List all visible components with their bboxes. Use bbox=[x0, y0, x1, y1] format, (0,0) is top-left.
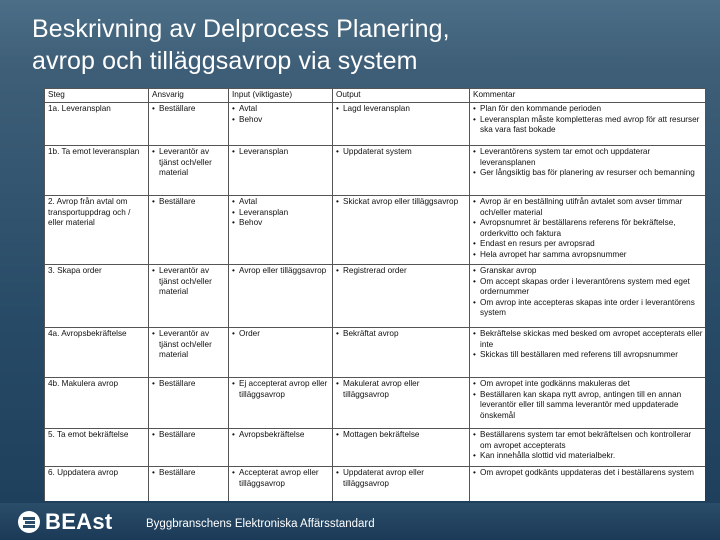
cell-output bbox=[333, 265, 470, 328]
bullet-item: • Om avropet inte godkänns makuleras det bbox=[473, 379, 703, 390]
header-ansvarig: Ansvarig bbox=[149, 89, 229, 103]
table-header-row bbox=[45, 89, 706, 103]
bullet-list bbox=[152, 104, 226, 115]
beast-logo-icon bbox=[18, 511, 40, 533]
table-row bbox=[45, 328, 706, 378]
bullet-list bbox=[473, 197, 703, 261]
bullet-item: • Granskar avrop bbox=[473, 266, 703, 277]
bullet-item: • Beställare bbox=[152, 197, 226, 208]
cell-kommentar bbox=[470, 378, 706, 429]
cell-kommentar bbox=[470, 265, 706, 328]
cell-output bbox=[333, 378, 470, 429]
header-kommentar: Kommentar bbox=[470, 89, 706, 103]
bullet-item: • Behov bbox=[232, 115, 330, 126]
cell-steg: 3. Skapa order bbox=[45, 265, 149, 328]
bullet-item: • Lagd leveransplan bbox=[336, 104, 467, 115]
cell-steg: 4b. Makulera avrop bbox=[45, 378, 149, 429]
bullet-item: • Beställarens system tar emot bekräftelsen och kontrollerar om avropet accepterats bbox=[473, 430, 703, 451]
bullet-item: • Avropsnumret är beställarens referens för bekräftelse, orderkvitto och faktura bbox=[473, 218, 703, 239]
bullet-item: • Beställare bbox=[152, 468, 226, 479]
beast-logo bbox=[18, 508, 113, 536]
bullet-item: • Avrop är en beställning utifrån avtalet som avser timmar och/eller material bbox=[473, 197, 703, 218]
bullet-item: • Kan innehålla slottid vid materialbekr. bbox=[473, 451, 703, 462]
bullet-list bbox=[152, 379, 226, 390]
bullet-item: • Beställaren kan skapa nytt avrop, antingen till en annan leverantör eller till samma leverantör med uppdaterade önskemål bbox=[473, 390, 703, 422]
table-row bbox=[45, 467, 706, 502]
cell-steg: 1b. Ta emot leveransplan bbox=[45, 146, 149, 196]
table-row bbox=[45, 103, 706, 146]
bullet-list bbox=[152, 147, 226, 179]
cell-ansvarig bbox=[149, 378, 229, 429]
bullet-list bbox=[232, 147, 330, 158]
bullet-item: • Beställare bbox=[152, 104, 226, 115]
bullet-list bbox=[473, 468, 703, 479]
bullet-list bbox=[336, 197, 467, 208]
bullet-list bbox=[232, 329, 330, 340]
cell-ansvarig bbox=[149, 328, 229, 378]
bullet-item: • Makulerat avrop eller tilläggsavrop bbox=[336, 379, 467, 400]
cell-input bbox=[229, 378, 333, 429]
bullet-list bbox=[336, 329, 467, 340]
cell-ansvarig bbox=[149, 265, 229, 328]
bullet-item: • Om avropet godkänts uppdateras det i beställarens system bbox=[473, 468, 703, 479]
bullet-list bbox=[336, 468, 467, 489]
bullet-item: • Avropsbekräftelse bbox=[232, 430, 330, 441]
cell-kommentar bbox=[470, 467, 706, 502]
bullet-list bbox=[473, 104, 703, 136]
bullet-item: • Ger långsiktig bas för planering av resurser och bemanning bbox=[473, 168, 703, 179]
bullet-item: • Beställare bbox=[152, 430, 226, 441]
table-row bbox=[45, 429, 706, 467]
footer-tagline: Byggbranschens Elektroniska Affärsstandard bbox=[146, 518, 375, 530]
title-line-1: Beskrivning av Delprocess Planering, bbox=[32, 15, 450, 43]
cell-kommentar bbox=[470, 328, 706, 378]
bullet-item: • Hela avropet har samma avropsnummer bbox=[473, 250, 703, 261]
bullet-item: • Order bbox=[232, 329, 330, 340]
cell-output bbox=[333, 196, 470, 265]
cell-input bbox=[229, 146, 333, 196]
bullet-item: • Avtal bbox=[232, 104, 330, 115]
bullet-list bbox=[152, 329, 226, 361]
bullet-item: • Om avrop inte accepteras skapas inte order i leverantörens system bbox=[473, 298, 703, 319]
bullet-item: • Bekräftat avrop bbox=[336, 329, 467, 340]
cell-ansvarig bbox=[149, 429, 229, 467]
bullet-list bbox=[473, 379, 703, 421]
bullet-list bbox=[232, 430, 330, 441]
bullet-item: • Leverantörens system tar emot och uppdaterar leveransplanen bbox=[473, 147, 703, 168]
bullet-item: • Uppdaterat system bbox=[336, 147, 467, 158]
bullet-item: • Leverantör av tjänst och/eller material bbox=[152, 266, 226, 298]
table-row bbox=[45, 378, 706, 429]
bullet-list bbox=[152, 197, 226, 208]
logo-text: BEAst bbox=[45, 509, 113, 534]
header-input: Input (viktigaste) bbox=[229, 89, 333, 103]
bullet-item: • Leveransplan bbox=[232, 208, 330, 219]
bullet-item: • Mottagen bekräftelse bbox=[336, 430, 467, 441]
cell-input bbox=[229, 196, 333, 265]
bullet-item: • Leveransplan bbox=[232, 147, 330, 158]
bullet-item: • Leverantör av tjänst och/eller material bbox=[152, 329, 226, 361]
cell-kommentar bbox=[470, 429, 706, 467]
bullet-item: • Avtal bbox=[232, 197, 330, 208]
bullet-item: • Skickas till beställaren med referens till avropsnummer bbox=[473, 350, 703, 361]
bullet-list bbox=[232, 379, 330, 400]
cell-steg: 4a. Avropsbekräftelse bbox=[45, 328, 149, 378]
cell-steg: 5. Ta emot bekräftelse bbox=[45, 429, 149, 467]
bullet-list bbox=[473, 329, 703, 361]
bullet-list bbox=[336, 266, 467, 277]
bullet-item: • Beställare bbox=[152, 379, 226, 390]
cell-input bbox=[229, 429, 333, 467]
bullet-list bbox=[152, 266, 226, 298]
bullet-item: • Om accept skapas order i leverantörens system med eget ordernummer bbox=[473, 277, 703, 298]
bullet-list bbox=[232, 468, 330, 489]
cell-steg: 2. Avrop från avtal om transportuppdrag och / eller material bbox=[45, 196, 149, 265]
bullet-list bbox=[232, 266, 330, 277]
header-output: Output bbox=[333, 89, 470, 103]
cell-output bbox=[333, 103, 470, 146]
cell-steg: 1a. Leveransplan bbox=[45, 103, 149, 146]
bullet-list bbox=[232, 197, 330, 229]
cell-input bbox=[229, 103, 333, 146]
slide-title bbox=[32, 13, 692, 77]
bullet-item: • Avrop eller tilläggsavrop bbox=[232, 266, 330, 277]
bullet-item: • Behov bbox=[232, 218, 330, 229]
cell-output bbox=[333, 467, 470, 502]
bullet-item: • Leverantör av tjänst och/eller material bbox=[152, 147, 226, 179]
bullet-item: • Skickat avrop eller tilläggsavrop bbox=[336, 197, 467, 208]
bullet-item: • Accepterat avrop eller tilläggsavrop bbox=[232, 468, 330, 489]
cell-kommentar bbox=[470, 103, 706, 146]
cell-input bbox=[229, 265, 333, 328]
table-row bbox=[45, 196, 706, 265]
bullet-list bbox=[473, 266, 703, 319]
table-row bbox=[45, 146, 706, 196]
bullet-list bbox=[152, 430, 226, 441]
bullet-item: • Uppdaterat avrop eller tilläggsavrop bbox=[336, 468, 467, 489]
cell-output bbox=[333, 146, 470, 196]
bullet-list bbox=[152, 468, 226, 479]
process-table-container bbox=[44, 88, 705, 501]
cell-output bbox=[333, 429, 470, 467]
cell-input bbox=[229, 328, 333, 378]
cell-output bbox=[333, 328, 470, 378]
bullet-list bbox=[473, 147, 703, 179]
bullet-list bbox=[336, 147, 467, 158]
bullet-list bbox=[473, 430, 703, 462]
cell-ansvarig bbox=[149, 196, 229, 265]
bullet-item: • Plan för den kommande perioden bbox=[473, 104, 703, 115]
cell-ansvarig bbox=[149, 103, 229, 146]
bullet-item: • Endast en resurs per avropsrad bbox=[473, 239, 703, 250]
cell-kommentar bbox=[470, 146, 706, 196]
header-steg: Steg bbox=[45, 89, 149, 103]
bullet-list bbox=[336, 430, 467, 441]
cell-ansvarig bbox=[149, 467, 229, 502]
cell-kommentar bbox=[470, 196, 706, 265]
table-row bbox=[45, 265, 706, 328]
bullet-item: • Registrerad order bbox=[336, 266, 467, 277]
bullet-list bbox=[232, 104, 330, 125]
bullet-item: • Bekräftelse skickas med besked om avropet accepterats eller inte bbox=[473, 329, 703, 350]
cell-input bbox=[229, 467, 333, 502]
bullet-list bbox=[336, 379, 467, 400]
process-table bbox=[44, 88, 705, 501]
cell-ansvarig bbox=[149, 146, 229, 196]
bullet-item: • Ej accepterat avrop eller tilläggsavrop bbox=[232, 379, 330, 400]
bullet-item: • Leveransplan måste kompletteras med avrop för att resurser ska vara fast bokade bbox=[473, 115, 703, 136]
title-line-2: avrop och tilläggsavrop via system bbox=[32, 47, 418, 75]
bullet-list bbox=[336, 104, 467, 115]
cell-steg: 6. Uppdatera avrop bbox=[45, 467, 149, 502]
table-body bbox=[45, 103, 706, 502]
